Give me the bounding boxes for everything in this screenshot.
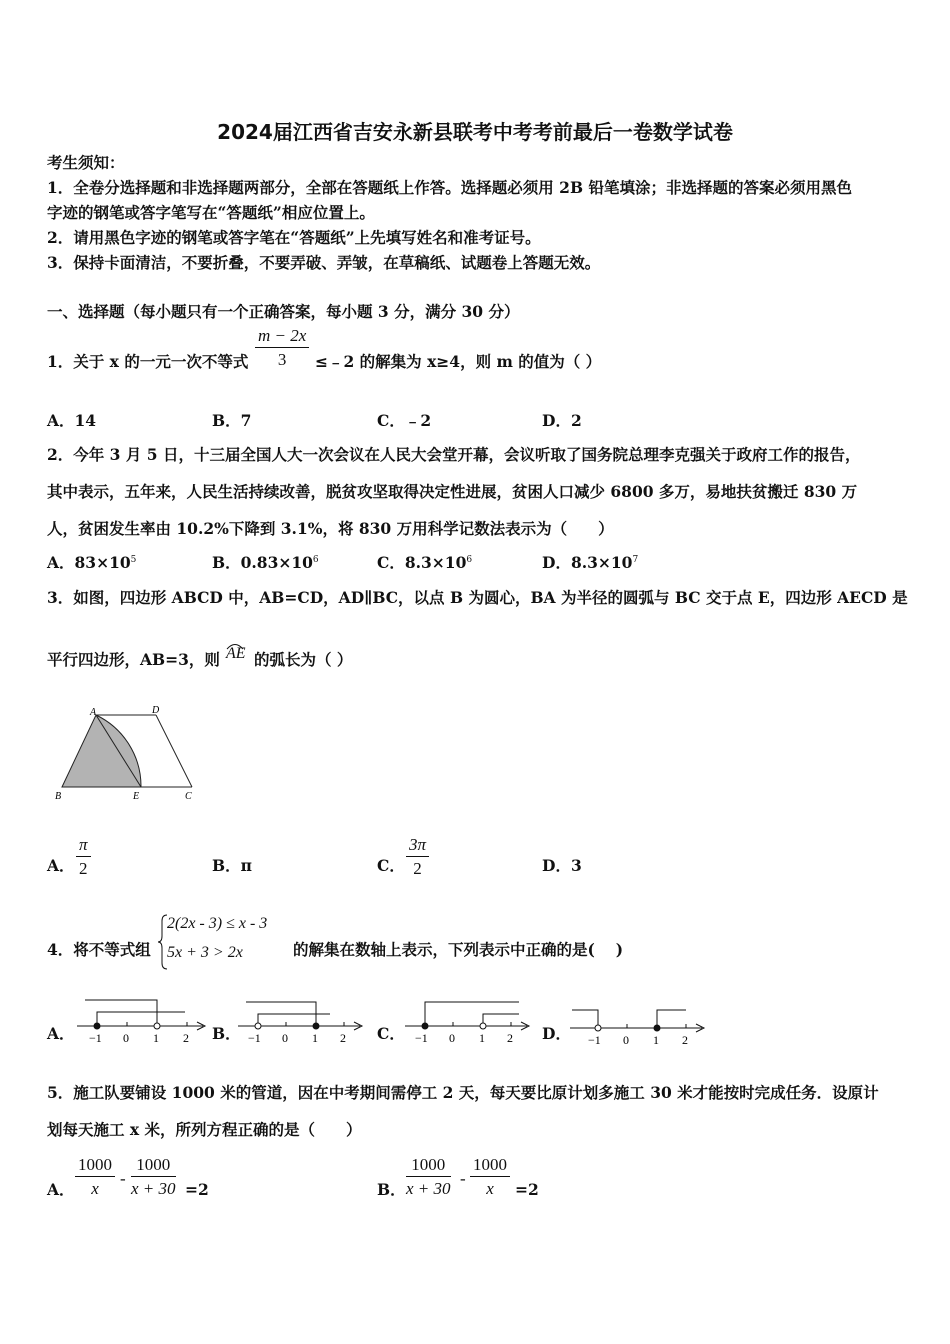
- q5-a-equals: =2: [185, 1180, 209, 1199]
- q5-line-1: 5．施工队要铺设 1000 米的管道，因在中考期间需停工 2 天，每天要比原计划多施工 30 米才能按时完成任务．设原计: [47, 1083, 879, 1102]
- label-c: C: [185, 791, 192, 802]
- svg-text:−1: −1: [588, 1033, 601, 1047]
- q4-option-c[interactable]: C．: [377, 1024, 405, 1043]
- q5-option-a-label[interactable]: A．: [47, 1180, 75, 1199]
- q3-option-a-num: π: [76, 835, 91, 857]
- q3-option-c-den: 2: [413, 859, 422, 878]
- label-b: B: [55, 791, 62, 802]
- label-a: A: [90, 707, 97, 718]
- q3-option-a-den: 2: [79, 859, 88, 878]
- q4-option-a[interactable]: A．: [47, 1024, 75, 1043]
- q5-option-b-fraction-2: [470, 1155, 510, 1199]
- q2-option-d-exp: 7: [632, 555, 639, 565]
- svg-text:−1: −1: [415, 1031, 428, 1045]
- q1-text-after: ≤﹣2 的解集为 x≥4，则 m 的值为（ ）: [315, 352, 602, 371]
- q5-b-equals: =2: [515, 1180, 539, 1199]
- svg-text:0: 0: [123, 1031, 129, 1045]
- q1-fraction: [255, 326, 309, 370]
- svg-text:0: 0: [623, 1033, 629, 1047]
- q1-frac-numerator: m − 2x: [255, 326, 309, 348]
- svg-text:2: 2: [340, 1031, 346, 1045]
- section-heading: 一、选择题（每小题只有一个正确答案，每小题 3 分，满分 30 分）: [47, 302, 520, 321]
- svg-text:2: 2: [183, 1031, 189, 1045]
- svg-text:2: 2: [682, 1033, 688, 1047]
- q5-a-minus: -: [120, 1169, 126, 1188]
- line-dc: [156, 715, 192, 787]
- q3-option-a-label[interactable]: A．: [47, 856, 75, 875]
- q5-b-f2-num: 1000: [470, 1155, 510, 1177]
- q5-a-f1-den: x: [91, 1179, 99, 1198]
- q4-option-d[interactable]: D．: [542, 1024, 571, 1043]
- q3-option-c-fraction[interactable]: [406, 835, 429, 879]
- q5-a-f2-den: x + 30: [131, 1179, 176, 1198]
- q2-option-c[interactable]: [377, 555, 472, 571]
- q3-line-1: 3．如图，四边形 ABCD 中，AB=CD，AD∥BC，以点 B 为圆心，BA 为半径的圆弧与 BC 交于点 E，四边形 AECD 是: [47, 588, 908, 607]
- page-title: 2024届江西省吉安永新县联考中考考前最后一卷数学试卷: [217, 120, 733, 144]
- q2-option-b-label: B．0.83×10: [212, 553, 313, 572]
- q5-b-f2-den: x: [486, 1179, 494, 1198]
- q4-inequality-1: 2(2x - 3) ≤ x - 3: [167, 915, 268, 932]
- q3-line-2-after: 的弧长为（ ）: [254, 650, 353, 669]
- svg-text:−1: −1: [248, 1031, 261, 1045]
- q5-a-f1-num: 1000: [75, 1155, 115, 1177]
- svg-text:1: 1: [153, 1031, 159, 1045]
- q5-option-b-fraction-1: [406, 1155, 451, 1199]
- label-d: D: [152, 705, 160, 716]
- q1-frac-denominator: 3: [277, 350, 287, 369]
- q5-option-b-label[interactable]: B．: [377, 1180, 406, 1199]
- q2-option-a[interactable]: [47, 555, 136, 571]
- svg-text:1: 1: [653, 1033, 659, 1047]
- q4-number-line-b[interactable]: [236, 996, 376, 1048]
- q3-line-2-before: 平行四边形，AB=3，则: [47, 650, 220, 669]
- svg-text:−1: −1: [89, 1031, 102, 1045]
- q1-option-a[interactable]: A．14: [47, 411, 97, 430]
- q3-option-b[interactable]: B．π: [212, 856, 252, 875]
- arc-symbol-icon: [226, 642, 244, 650]
- q5-b-minus: -: [460, 1169, 466, 1188]
- q5-option-a-fraction-2: [131, 1155, 176, 1199]
- q3-option-d[interactable]: D．3: [542, 856, 582, 875]
- q3-option-c-num: 3π: [406, 835, 429, 857]
- svg-text:1: 1: [312, 1031, 318, 1045]
- q2-option-d-label: D．8.3×10: [542, 553, 633, 572]
- q4-number-line-d[interactable]: [568, 996, 718, 1048]
- svg-text:2: 2: [507, 1031, 513, 1045]
- q5-b-f1-den: x + 30: [406, 1179, 451, 1198]
- q3-option-a-fraction[interactable]: [76, 835, 91, 879]
- label-e: E: [133, 791, 140, 802]
- q4-option-b[interactable]: B．: [212, 1024, 241, 1043]
- q2-option-a-exp: 5: [130, 555, 137, 565]
- q5-line-2: 划每天施工 x 米，所列方程正确的是（ ）: [47, 1120, 362, 1139]
- q3-option-c-label[interactable]: C．: [377, 856, 405, 875]
- q1-option-c[interactable]: C．﹣2: [377, 411, 432, 430]
- q5-a-f2-num: 1000: [131, 1155, 176, 1177]
- q4-text-before: 4．将不等式组: [47, 940, 151, 959]
- notice-line-2: 2．请用黑色字迹的钢笔或答字笔在“答题纸”上先填写姓名和准考证号。: [47, 228, 541, 247]
- q1-option-b[interactable]: B．7: [212, 411, 252, 430]
- q2-line-2: 其中表示，五年来，人民生活持续改善，脱贫攻坚取得决定性进展，贫困人口减少 6800 多万，易地扶贫搬迁 830 万: [47, 482, 858, 501]
- q2-option-b-exp: 6: [312, 555, 319, 565]
- notice-heading: 考生须知：: [47, 153, 125, 172]
- q3-arc-label: [226, 646, 246, 662]
- q1-option-d[interactable]: D．2: [542, 411, 582, 430]
- q4-number-line-c[interactable]: [403, 996, 543, 1048]
- q4-number-line-a[interactable]: [75, 996, 215, 1048]
- shaded-sector: [62, 715, 141, 787]
- q1-text-before: 1．关于 x 的一元一次不等式: [47, 352, 249, 371]
- q3-arc-text: AE: [226, 645, 246, 662]
- svg-text:0: 0: [449, 1031, 455, 1045]
- q2-option-d[interactable]: [542, 555, 638, 571]
- q2-line-3: 人，贫困发生率由 10.2%下降到 3.1%，将 830 万用科学记数法表示为（ ）: [47, 519, 614, 538]
- notice-line-1b: 字迹的钢笔或答字笔写在“答题纸”相应位置上。: [47, 203, 375, 222]
- q5-option-a-fraction-1: [75, 1155, 115, 1199]
- q2-option-c-exp: 6: [466, 555, 473, 565]
- notice-line-1: 1．全卷分选择题和非选择题两部分，全部在答题纸上作答。选择题必须用 2B 铅笔填涂；非选择题的答案必须用黑色: [47, 178, 852, 197]
- svg-text:0: 0: [282, 1031, 288, 1045]
- q2-line-1: 2．今年 3 月 5 日，十三届全国人大一次会议在人民大会堂开幕，会议听取了国务院总理李克强关于政府工作的报告，: [47, 445, 861, 464]
- svg-text:1: 1: [479, 1031, 485, 1045]
- q2-option-a-label: A．83×10: [47, 553, 131, 572]
- q4-inequality-2: 5x + 3 > 2x: [167, 944, 243, 961]
- q3-figure: [52, 705, 202, 800]
- q5-b-f1-num: 1000: [406, 1155, 451, 1177]
- q4-text-after: 的解集在数轴上表示，下列表示中正确的是( ): [293, 940, 624, 959]
- q2-option-c-label: C．8.3×10: [377, 553, 467, 572]
- q2-option-b[interactable]: [212, 555, 319, 571]
- notice-line-3: 3．保持卡面清洁，不要折叠，不要弄破、弄皱，在草稿纸、试题卷上答题无效。: [47, 253, 601, 272]
